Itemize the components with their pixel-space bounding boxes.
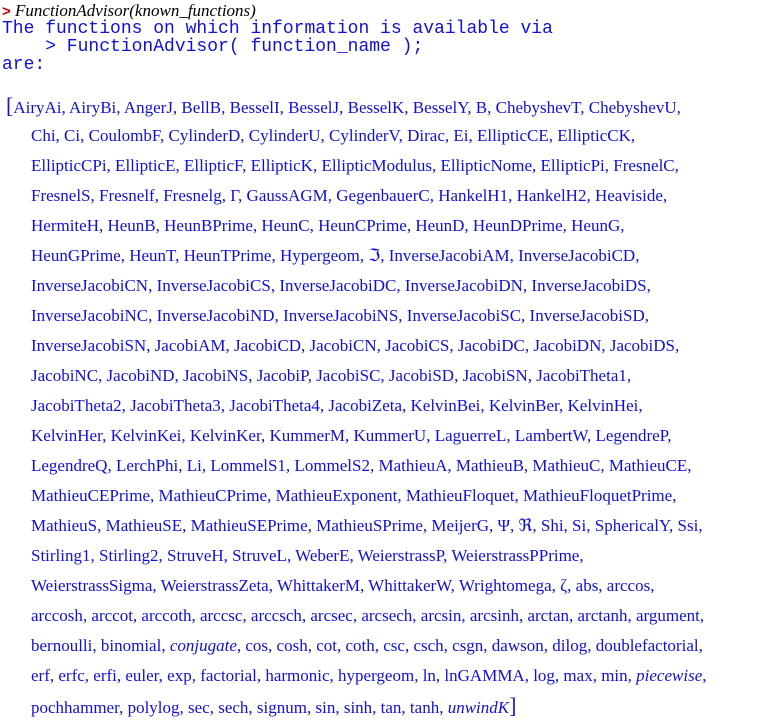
output-row xyxy=(6,91,758,121)
output-row: FresnelS, Fresnelf, Fresnelg, Γ, GaussAGM, GegenbauerC, HankelH1, HankelH2, Heaviside, xyxy=(31,186,668,205)
output-row xyxy=(6,631,758,661)
italic-function-name: piecewise xyxy=(636,666,703,685)
output-row: InverseJacobiNC, InverseJacobiND, InverseJacobiNS, InverseJacobiSC, InverseJacobiSD, xyxy=(31,306,649,325)
open-bracket: [ xyxy=(6,93,14,118)
message-line-1: The functions on which information is available via xyxy=(2,19,553,39)
output-row: LegendreQ, LerchPhi, Li, LommelS1, LommelS2, MathieuA, MathieuB, MathieuC, MathieuCE, xyxy=(31,456,692,475)
output-row: MathieuS, MathieuSE, MathieuSEPrime, MathieuSPrime, MeijerG, Ψ, ℜ, Shi, Si, SphericalY, Ssi, xyxy=(31,516,703,535)
output-row: Stirling1, Stirling2, StruveH, StruveL, WeberE, WeierstrassP, WeierstrassPPrime, xyxy=(31,546,584,565)
row-text: erf, erfc, erfi, euler, exp, factorial, harmonic, hypergeom, ln, lnGAMMA, log, max, min, xyxy=(31,666,637,685)
message-line-2: > FunctionAdvisor( function_name ); xyxy=(2,37,424,57)
output-row: MathieuCEPrime, MathieuCPrime, MathieuExponent, MathieuFloquet, MathieuFloquetPrime, xyxy=(31,486,677,505)
output-row xyxy=(6,661,758,691)
output-row: arccosh, arccot, arccoth, arccsc, arccsch, arcsec, arcsech, arcsin, arcsinh, arctan, arctanh, argument, xyxy=(31,606,705,625)
output-row: InverseJacobiSN, JacobiAM, JacobiCD, JacobiCN, JacobiCS, JacobiDC, JacobiDN, JacobiDS, xyxy=(31,336,680,355)
italic-function-name: unwindK xyxy=(447,698,510,717)
row-text: , xyxy=(702,666,707,685)
output-row: InverseJacobiCN, InverseJacobiCS, InverseJacobiDC, InverseJacobiDN, InverseJacobiDS, xyxy=(31,276,651,295)
output-row: Chi, Ci, CoulombF, CylinderD, CylinderU, CylinderV, Dirac, Ei, EllipticCE, EllipticCK, xyxy=(31,126,636,145)
function-names: AiryAi, AiryBi, AngerJ, BellB, BesselI, BesselJ, BesselK, BesselY, B, ChebyshevT, ChebyshevU, xyxy=(13,98,681,117)
message-line-3: are: xyxy=(2,55,46,75)
italic-function-name: conjugate xyxy=(169,636,237,655)
row-text: bernoulli, binomial, xyxy=(31,636,170,655)
output-row: KelvinHer, KelvinKei, KelvinKer, KummerM, KummerU, LaguerreL, LambertW, LegendreP, xyxy=(31,426,672,445)
close-bracket: ] xyxy=(509,693,517,718)
row-text: pochhammer, polylog, sec, sech, signum, sin, sinh, tan, tanh, xyxy=(31,698,448,717)
output-row: HermiteH, HeunB, HeunBPrime, HeunC, HeunCPrime, HeunD, HeunDPrime, HeunG, xyxy=(31,216,625,235)
row-text: , cos, cosh, cot, coth, csc, csch, csgn, dawson, dilog, doublefactorial, xyxy=(236,636,703,655)
output-row: EllipticCPi, EllipticE, EllipticF, EllipticK, EllipticModulus, EllipticNome, EllipticPi, FresnelC, xyxy=(31,156,679,175)
command-text[interactable]: FunctionAdvisor(known_functions) xyxy=(15,1,256,20)
output-row xyxy=(6,691,758,721)
input-prompt: > xyxy=(2,3,11,20)
output-row: WeierstrassSigma, WeierstrassZeta, WhittakerM, WhittakerW, Wrightomega, ζ, abs, arccos, xyxy=(31,576,655,595)
output-row: HeunGPrime, HeunT, HeunTPrime, Hypergeom, ℑ, InverseJacobiAM, InverseJacobiCD, xyxy=(31,246,640,265)
output-row: JacobiTheta2, JacobiTheta3, JacobiTheta4, JacobiZeta, KelvinBei, KelvinBer, KelvinHei, xyxy=(31,396,643,415)
output-row: JacobiNC, JacobiND, JacobiNS, JacobiP, JacobiSC, JacobiSD, JacobiSN, JacobiTheta1, xyxy=(31,366,632,385)
function-list-output xyxy=(6,91,758,721)
